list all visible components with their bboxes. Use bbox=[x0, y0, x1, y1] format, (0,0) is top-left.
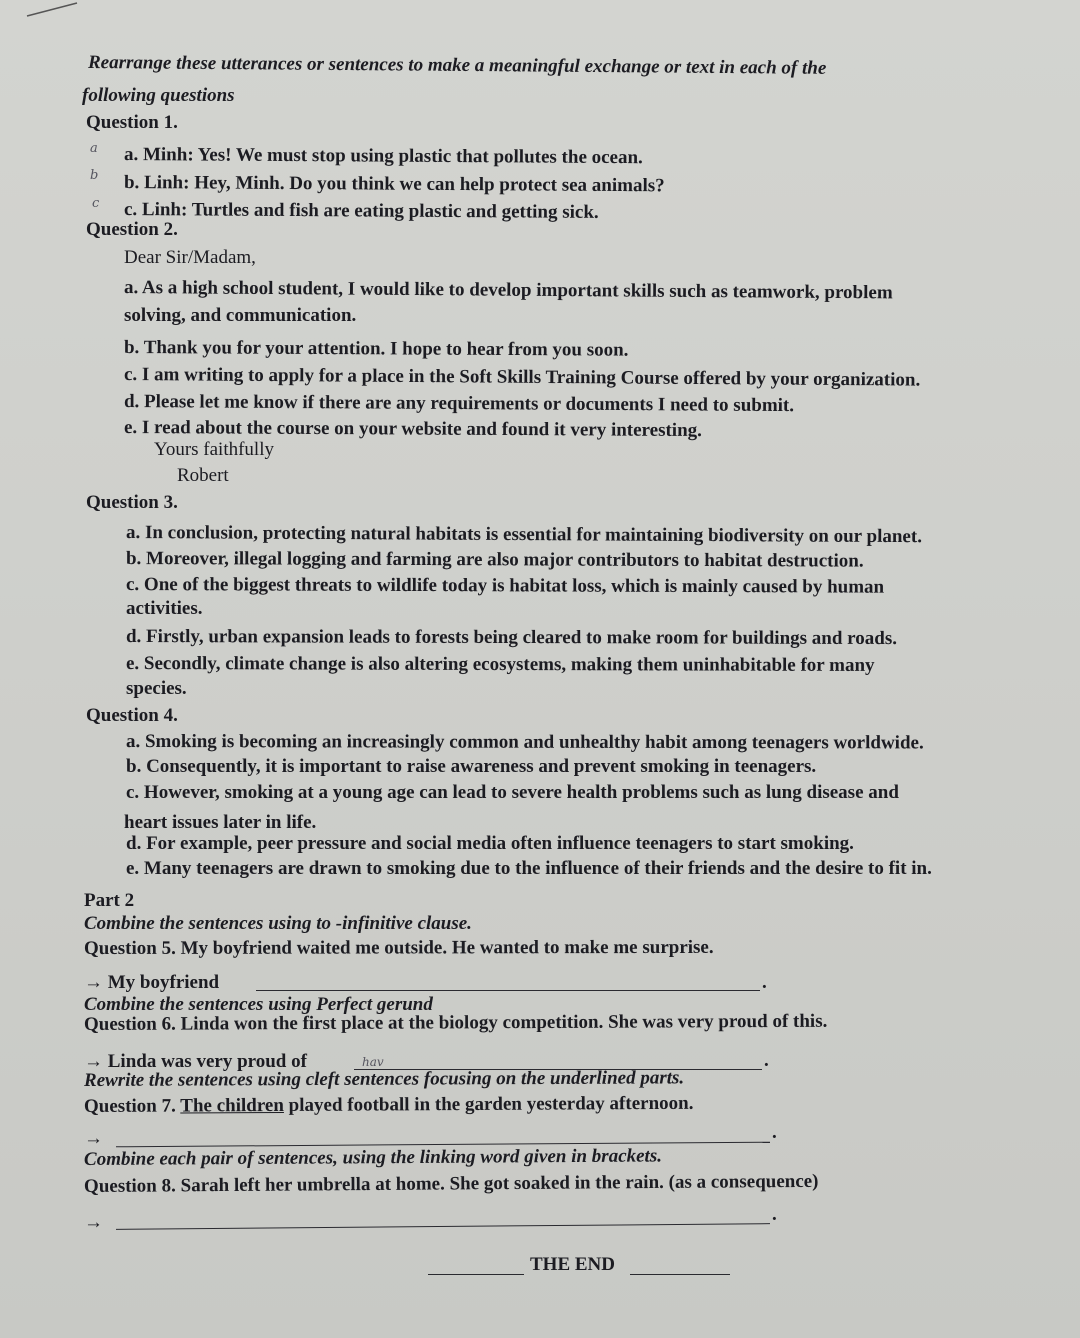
q5-answer-prompt: → My boyfriend bbox=[84, 972, 220, 993]
q2-option-a-line1: a. As a high school student, I would like to develop important skills such as teamwork, problem bbox=[123, 277, 893, 304]
q1-option-c: c. Linh: Turtles and fish are eating plastic and getting sick. bbox=[123, 199, 599, 223]
instruction-rearrange-line1: Rearrange these utterances or sentences to make a meaningful exchange or text in each of the bbox=[87, 52, 827, 79]
q3-option-c-line2: activities. bbox=[126, 598, 203, 619]
the-end-right-rule bbox=[630, 1274, 730, 1275]
q2-option-d: d. Please let me know if there are any requirements or documents I need to submit. bbox=[123, 391, 795, 417]
instruction-linking-word: Combine each pair of sentences, using the linking word given in brackets. bbox=[83, 1145, 663, 1170]
question-4-heading: Question 4. bbox=[86, 705, 178, 726]
q2-closing: Yours faithfully bbox=[154, 439, 274, 460]
q4-option-b: b. Consequently, it is important to raise awareness and prevent smoking in teenagers. bbox=[126, 756, 817, 777]
question-3-heading: Question 3. bbox=[86, 492, 178, 513]
q3-option-e-line1: e. Secondly, climate change is also altering ecosystems, making them uninhabitable for many bbox=[125, 653, 875, 676]
q8-arrow: → bbox=[84, 1212, 103, 1233]
instruction-rearrange-line2: following questions bbox=[82, 85, 235, 106]
q2-option-c: c. I am writing to apply for a place in the Soft Skills Training Course offered by your organization. bbox=[123, 364, 921, 391]
q4-option-a: a. Smoking is becoming an increasingly common and unhealthy habit among teenagers worldwide. bbox=[125, 731, 924, 754]
q3-option-d: d. Firstly, urban expansion leads to forests being cleared to make room for buildings and roads. bbox=[125, 626, 898, 650]
q7-underlined-part: The children bbox=[180, 1094, 284, 1117]
q5-period: . bbox=[762, 972, 767, 993]
q3-option-c-line1: c. One of the biggest threats to wildlife today is habitat loss, which is mainly caused by human bbox=[125, 574, 885, 598]
q2-option-e: e. I read about the course on your website and found it very interesting. bbox=[123, 417, 702, 442]
part-2-heading: Part 2 bbox=[84, 890, 135, 911]
q2-option-b: b. Thank you for your attention. I hope to hear from you soon. bbox=[123, 337, 629, 361]
q7-period: . bbox=[772, 1122, 777, 1143]
q8-answer-blank[interactable] bbox=[116, 1223, 770, 1230]
instruction-cleft-sentences: Rewrite the sentences using cleft sentences focusing on the underlined parts. bbox=[83, 1067, 685, 1091]
question-6: Question 6. Linda won the first place at the biology competition. She was very proud of this. bbox=[83, 1010, 828, 1035]
part-2-instruction-infinitive: Combine the sentences using to -infinitive clause. bbox=[84, 913, 472, 934]
q6-period: . bbox=[764, 1050, 769, 1071]
q4-option-d: d. For example, peer pressure and social media often influence teenagers to start smoking. bbox=[126, 833, 854, 854]
the-end-left-rule bbox=[428, 1274, 524, 1275]
question-8: Question 8. Sarah left her umbrella at home. She got soaked in the rain. (as a consequence) bbox=[83, 1170, 819, 1197]
page-corner-fold bbox=[25, 0, 85, 20]
q3-option-b: b. Moreover, illegal logging and farming are also major contributors to habitat destruction. bbox=[125, 548, 864, 572]
handwritten-mark-b: b bbox=[90, 168, 99, 183]
q1-option-a: a. Minh: Yes! We must stop using plastic that pollutes the ocean. bbox=[123, 144, 643, 169]
q8-period: . bbox=[772, 1204, 777, 1225]
handwritten-mark-a: a bbox=[90, 141, 98, 156]
the-end: THE END bbox=[530, 1254, 615, 1275]
q4-option-e: e. Many teenagers are drawn to smoking due to the influence of their friends and the desire to fit in. bbox=[126, 858, 932, 879]
q7-label: Question 7. bbox=[83, 1095, 181, 1117]
q3-option-a: a. In conclusion, protecting natural habitats is essential for maintaining biodiversity on our planet. bbox=[125, 522, 923, 548]
q7-rest: played football in the garden yesterday afternoon. bbox=[283, 1092, 694, 1116]
q7-arrow: → bbox=[84, 1128, 103, 1149]
handwritten-mark-c: c bbox=[92, 196, 100, 211]
question-2-heading: Question 2. bbox=[86, 219, 178, 240]
q2-salutation: Dear Sir/Madam, bbox=[124, 247, 256, 268]
q2-option-a-line2: solving, and communication. bbox=[124, 305, 357, 326]
q5-answer-blank[interactable] bbox=[256, 990, 760, 991]
q4-option-c-line1: c. However, smoking at a young age can lead to severe health problems such as lung disease and bbox=[126, 782, 899, 803]
instruction-perfect-gerund: Combine the sentences using Perfect gerund bbox=[84, 994, 433, 1015]
question-7 bbox=[84, 1093, 694, 1118]
q3-option-e-line2: species. bbox=[126, 678, 187, 699]
question-1-heading: Question 1. bbox=[86, 112, 178, 133]
handwritten-answer-note: hav bbox=[362, 1055, 384, 1069]
q1-option-b: b. Linh: Hey, Minh. Do you think we can help protect sea animals? bbox=[123, 172, 665, 197]
q2-signature-name: Robert bbox=[177, 465, 229, 486]
q6-answer-prompt: → Linda was very proud of bbox=[84, 1051, 307, 1072]
question-5: Question 5. My boyfriend waited me outside. He wanted to make me surprise. bbox=[83, 936, 714, 959]
q4-option-c-line2: heart issues later in life. bbox=[124, 812, 317, 833]
